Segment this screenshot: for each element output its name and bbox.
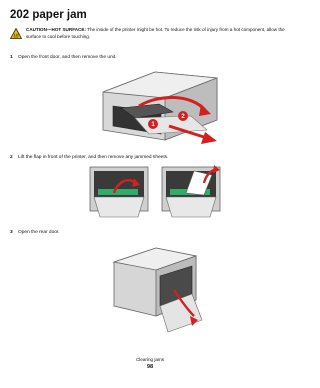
step-2 (10, 155, 168, 160)
step-number: 3 (10, 230, 13, 235)
caution-body: The inside of the printer might be hot. To reduce the risk of injury from a hot component, allow the surface to cool before touching. (26, 27, 285, 39)
rear-door-figure (104, 242, 204, 334)
step-text: Open the rear door. (18, 230, 60, 235)
remove-jammed-sheet-figure (160, 163, 222, 221)
caution-text (26, 27, 292, 41)
lift-flap-figure (88, 163, 150, 221)
step-text: Lift the flap in front of the printer, and then remove any jammed sheets. (18, 155, 169, 160)
page-title: 202 paper jam (10, 9, 87, 21)
caution-label: CAUTION—HOT SURFACE: (26, 27, 86, 32)
page-number: 98 (146, 364, 154, 370)
step-3 (10, 230, 60, 235)
callout-1-label: 1 (151, 122, 155, 128)
callout-2-label: 2 (181, 114, 185, 120)
step-number: 2 (10, 155, 13, 160)
hot-surface-warning-icon (10, 28, 22, 39)
step-number: 1 (10, 55, 13, 60)
step-1 (10, 55, 116, 60)
printer-front-door-figure (95, 64, 225, 148)
footer-section-title: Clearing jams (135, 357, 165, 362)
step-text: Open the front door, and then remove the unit. (18, 55, 117, 60)
